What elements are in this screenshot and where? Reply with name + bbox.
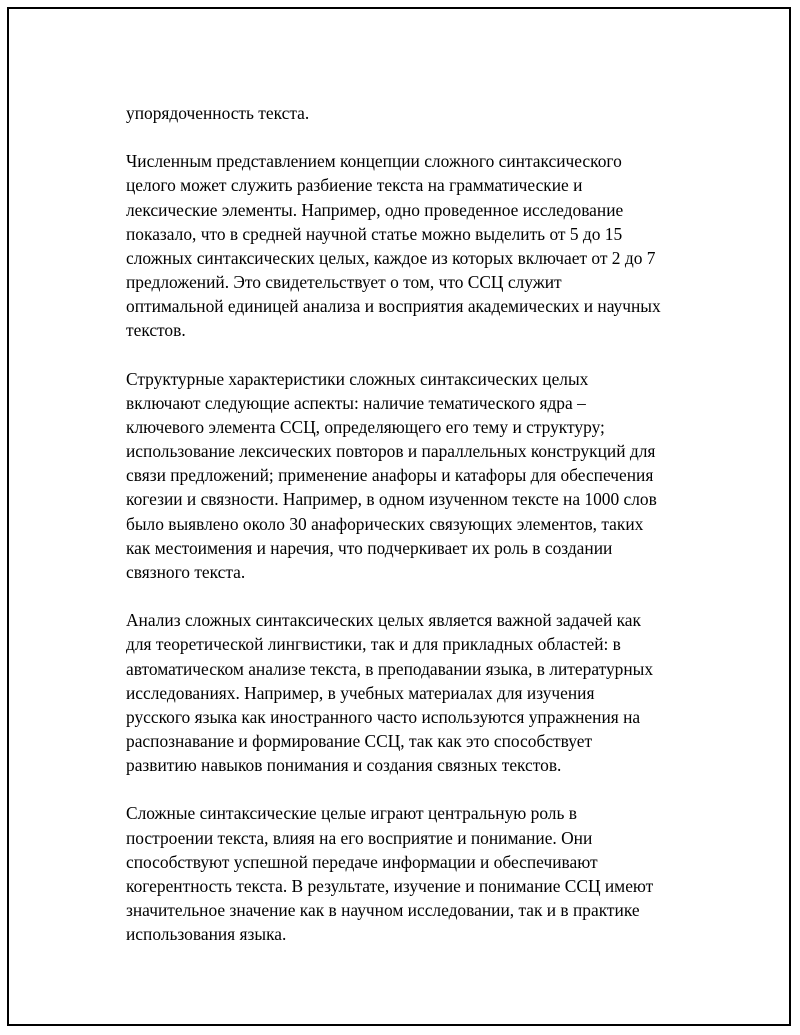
text-line: развитию навыков понимания и создания связных текстов. xyxy=(126,755,562,776)
text-line: как местоимения и наречия, что подчеркивает их роль в создании xyxy=(126,537,613,558)
text-line: предложений. Это свидетельствует о том, что ССЦ служит xyxy=(126,272,562,293)
text-line: когезии и связности. Например, в одном изученном тексте на 1000 слов xyxy=(126,489,657,510)
paragraph-4 xyxy=(126,608,706,777)
text-line: автоматическом анализе текста, в преподавании языка, в литературных xyxy=(126,658,654,679)
document-page xyxy=(7,7,791,1026)
text-line: оптимальной единицей анализа и восприятия академических и научных xyxy=(126,296,661,317)
text-line: использования языка. xyxy=(126,924,287,945)
paragraph-2 xyxy=(126,149,706,342)
text-line: ключевого элемента ССЦ, определяющего его тему и структуру; xyxy=(126,417,605,437)
text-line: сложных синтаксических целых, каждое из которых включает от 2 до 7 xyxy=(126,247,656,268)
text-line: распознавание и формирование ССЦ, так как это способствует xyxy=(126,731,593,752)
document-body xyxy=(126,101,706,971)
text-line: Структурные характеристики сложных синтаксических целых xyxy=(126,368,589,389)
text-line: упорядоченность текста. xyxy=(126,103,310,123)
text-line: лексические элементы. Например, одно проведенное исследование xyxy=(126,199,624,220)
text-line: Численным представлением концепции сложного синтаксического xyxy=(126,151,622,172)
text-line: включают следующие аспекты: наличие тематического ядра – xyxy=(126,392,586,413)
text-line: Анализ сложных синтаксических целых является важной задачей как xyxy=(126,610,641,631)
text-line: когерентность текста. В результате, изучение и понимание ССЦ имеют xyxy=(126,875,654,896)
text-line: было выявлено около 30 анафорических связующих элементов, таких xyxy=(126,513,644,534)
paragraph-5 xyxy=(126,801,706,946)
text-line: связи предложений; применение анафоры и катафоры для обеспечения xyxy=(126,465,654,486)
text-line: для теоретической лингвистики, так и для прикладных областей: в xyxy=(126,634,621,655)
text-line: русского языка как иностранного часто используются упражнения на xyxy=(126,706,641,727)
text-line: значительное значение как в научном исследовании, так и в практике xyxy=(126,900,640,921)
text-line: целого может служить разбиение текста на грамматические и xyxy=(126,175,583,196)
text-line: Сложные синтаксические целые играют центральную роль в xyxy=(126,803,577,824)
text-line: исследованиях. Например, в учебных материалах для изучения xyxy=(126,682,595,703)
text-line: текстов. xyxy=(126,320,186,341)
text-line: использование лексических повторов и параллельных конструкций для xyxy=(126,441,656,462)
text-line: показало, что в средней научной статье можно выделить от 5 до 15 xyxy=(126,223,623,244)
text-line: связного текста. xyxy=(126,561,246,582)
text-line: способствуют успешной передаче информации и обеспечивают xyxy=(126,851,598,872)
text-line: построении текста, влияя на его восприятие и понимание. Они xyxy=(126,827,593,848)
paragraph-1 xyxy=(126,101,706,125)
paragraph-3 xyxy=(126,367,706,584)
